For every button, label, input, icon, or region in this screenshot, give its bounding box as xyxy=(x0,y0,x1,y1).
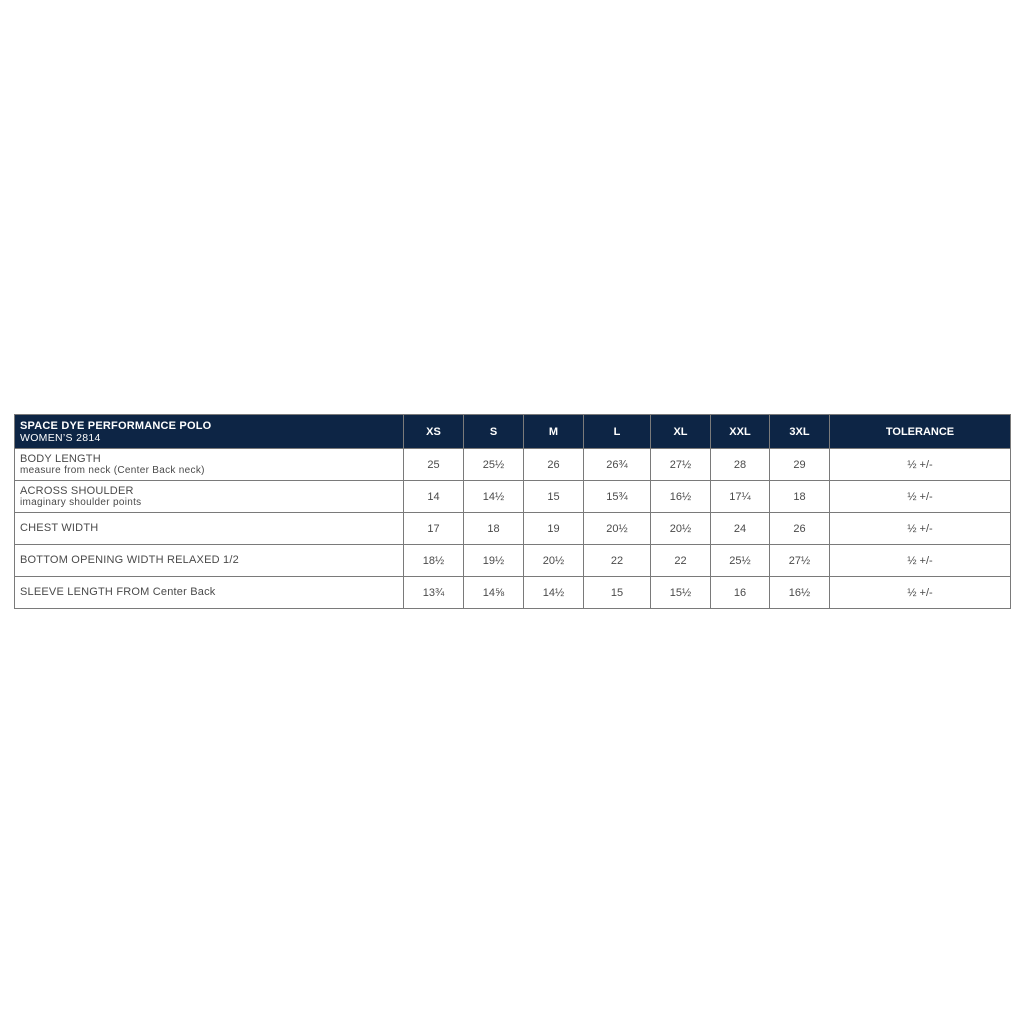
row-label-cell xyxy=(15,577,404,609)
row-label-cell xyxy=(15,449,404,481)
row-label: ACROSS SHOULDER xyxy=(20,484,134,497)
table-cell: 27½ xyxy=(770,545,830,577)
table-cell: ½ +/- xyxy=(830,481,1011,513)
table-row xyxy=(15,449,1011,481)
table-cell: 14 xyxy=(404,481,464,513)
table-row xyxy=(15,545,1011,577)
table-row xyxy=(15,481,1011,513)
column-header-l: L xyxy=(584,415,651,449)
table-cell: 16½ xyxy=(651,481,711,513)
size-chart-table xyxy=(14,414,1011,609)
table-cell: 26 xyxy=(524,449,584,481)
header-row xyxy=(15,415,1011,449)
table-cell: 27½ xyxy=(651,449,711,481)
column-header-3xl: 3XL xyxy=(770,415,830,449)
table-cell: 25½ xyxy=(464,449,524,481)
table-cell: ½ +/- xyxy=(830,545,1011,577)
table-cell: 20½ xyxy=(651,513,711,545)
column-header-s: S xyxy=(464,415,524,449)
table-cell: 17¼ xyxy=(711,481,770,513)
table-cell: 15 xyxy=(584,577,651,609)
column-header-xs: XS xyxy=(404,415,464,449)
table-cell: 13¾ xyxy=(404,577,464,609)
table-cell: 14⅝ xyxy=(464,577,524,609)
table-cell: ½ +/- xyxy=(830,577,1011,609)
row-label: SLEEVE LENGTH FROM Center Back xyxy=(20,586,216,598)
table-cell: 20½ xyxy=(524,545,584,577)
table-cell: 19½ xyxy=(464,545,524,577)
row-label: BOTTOM OPENING WIDTH RELAXED 1/2 xyxy=(20,554,239,566)
table-cell: 15½ xyxy=(651,577,711,609)
table-cell: 18½ xyxy=(404,545,464,577)
row-label: CHEST WIDTH xyxy=(20,522,99,534)
row-sublabel: measure from neck (Center Back neck) xyxy=(20,464,205,476)
table-cell: 15 xyxy=(524,481,584,513)
table-cell: 16 xyxy=(711,577,770,609)
table-cell: 29 xyxy=(770,449,830,481)
table-cell: 15¾ xyxy=(584,481,651,513)
product-subtitle: WOMEN’S 2814 xyxy=(20,431,101,444)
product-title-cell xyxy=(15,415,404,449)
row-label-cell xyxy=(15,545,404,577)
table-cell: ½ +/- xyxy=(830,513,1011,545)
table-cell: 22 xyxy=(584,545,651,577)
table-cell: 22 xyxy=(651,545,711,577)
table-cell: 14½ xyxy=(524,577,584,609)
table-cell: ½ +/- xyxy=(830,449,1011,481)
table-cell: 16½ xyxy=(770,577,830,609)
table-row xyxy=(15,513,1011,545)
table-cell: 25 xyxy=(404,449,464,481)
column-header-tolerance: TOLERANCE xyxy=(830,415,1011,449)
product-title: SPACE DYE PERFORMANCE POLO xyxy=(20,419,212,432)
table-cell: 28 xyxy=(711,449,770,481)
table-cell: 26¾ xyxy=(584,449,651,481)
table-cell: 18 xyxy=(464,513,524,545)
row-sublabel: imaginary shoulder points xyxy=(20,496,142,508)
column-header-xxl: XXL xyxy=(711,415,770,449)
column-header-m: M xyxy=(524,415,584,449)
table-row xyxy=(15,577,1011,609)
table-cell: 18 xyxy=(770,481,830,513)
table-cell: 25½ xyxy=(711,545,770,577)
table-cell: 26 xyxy=(770,513,830,545)
table-cell: 24 xyxy=(711,513,770,545)
table-cell: 14½ xyxy=(464,481,524,513)
row-label: BODY LENGTH xyxy=(20,452,101,465)
column-header-xl: XL xyxy=(651,415,711,449)
table-cell: 17 xyxy=(404,513,464,545)
row-label-cell xyxy=(15,513,404,545)
table-cell: 19 xyxy=(524,513,584,545)
row-label-cell xyxy=(15,481,404,513)
table-cell: 20½ xyxy=(584,513,651,545)
